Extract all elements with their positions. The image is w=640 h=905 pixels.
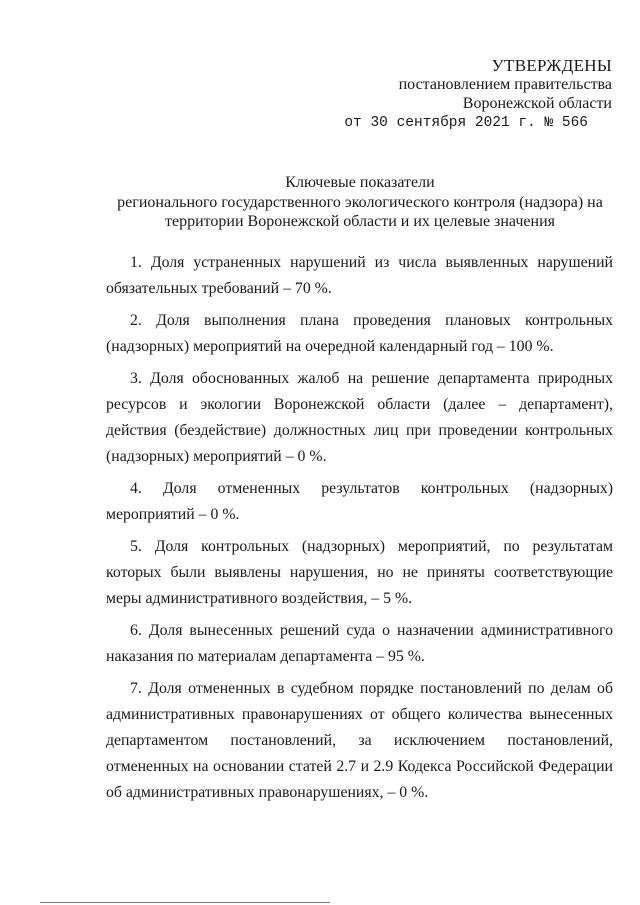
approval-block xyxy=(344,56,612,133)
item-number: 1. xyxy=(130,254,142,271)
footer-divider xyxy=(40,902,330,903)
item-text: Доля обоснованных жалоб на решение департамента природных ресурсов и экологии Воронежской области (далее – департамент), действия (бездействие) должностных лиц при проведении контрольных (надзорных) мероприятий – 0 %. xyxy=(106,370,614,465)
list-item xyxy=(106,676,613,806)
item-text: Доля контрольных (надзорных) мероприятий, по результатам которых были выявлены нарушения, но не приняты соответствующие меры административного воздействия, – 5 %. xyxy=(106,538,613,607)
list-item xyxy=(106,476,613,528)
approval-date: от 30 сентября 2021 г. № 566 xyxy=(344,115,588,131)
title-line-1: Ключевые показатели xyxy=(285,174,435,191)
indicator-list xyxy=(106,250,613,812)
item-number: 4. xyxy=(130,480,142,497)
item-number: 6. xyxy=(130,622,142,639)
title-line-2: регионального государственного экологического контроля (надзора) на xyxy=(117,193,603,211)
item-text: Доля отмененных в судебном порядке постановлений по делам об административных правонарушениях от общего количества вынесенных департаментом постановлений, за исключением постановлений, отмененных на основании статей 2.7 и 2.9 Кодекса Российской Федерации об административных правонарушениях, – 0 %. xyxy=(106,680,613,801)
approval-line-2: Воронежской области xyxy=(462,95,612,112)
title-line-3: территории Воронежской области и их целевые значения xyxy=(164,213,556,230)
list-item xyxy=(106,250,613,302)
item-text: Доля вынесенных решений суда о назначении административного наказания по материалам департамента – 95 %. xyxy=(106,622,614,665)
approval-heading: УТВЕРЖДЕНЫ xyxy=(491,56,612,75)
item-text: Доля отмененных результатов контрольных (надзорных) мероприятий – 0 %. xyxy=(106,480,613,523)
list-item xyxy=(106,534,613,612)
item-text: Доля устраненных нарушений из числа выявленных нарушений обязательных требований – 70 %. xyxy=(106,254,613,297)
document-title xyxy=(100,173,620,232)
list-item xyxy=(106,308,613,360)
list-item xyxy=(106,618,613,670)
item-number: 3. xyxy=(130,370,142,387)
item-number: 5. xyxy=(130,538,142,555)
approval-line-1: постановлением правительства xyxy=(398,76,612,93)
item-number: 7. xyxy=(130,680,142,697)
item-number: 2. xyxy=(130,312,142,329)
item-text: Доля выполнения плана проведения плановых контрольных (надзорных) мероприятий на очередной календарный год – 100 %. xyxy=(106,312,613,355)
list-item xyxy=(106,366,613,470)
